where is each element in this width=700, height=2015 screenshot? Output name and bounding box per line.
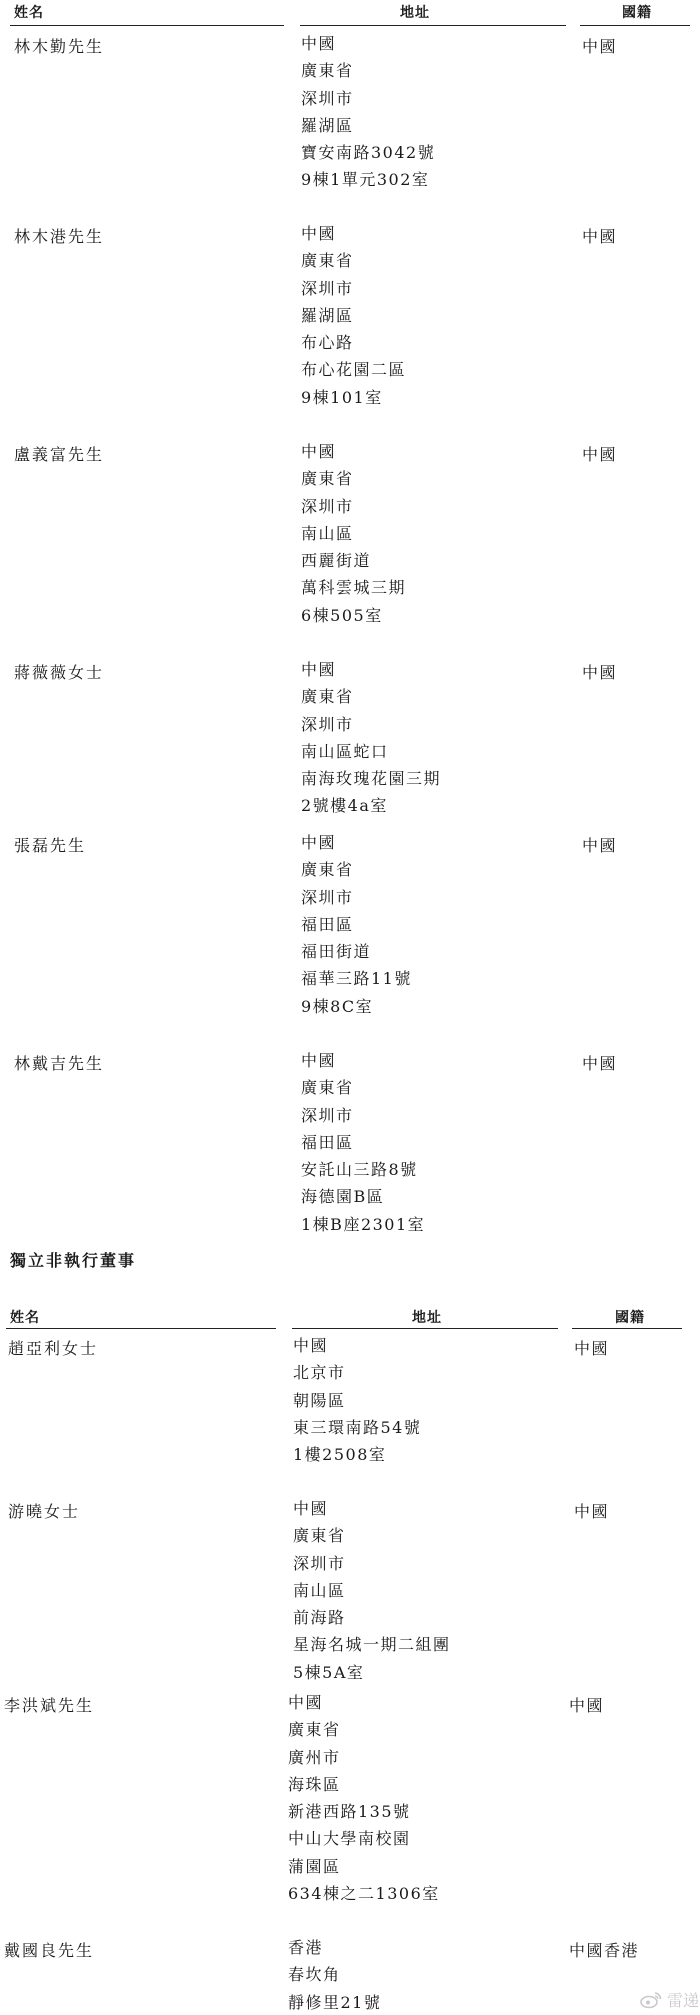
- address-line: 新港西路135號: [288, 1802, 411, 1822]
- address-line: 福田區: [301, 1132, 354, 1152]
- table1-header-nationality: 國籍: [622, 5, 652, 21]
- person-address: [301, 30, 435, 194]
- address-line: 廣東省: [293, 1526, 346, 1546]
- address-line: 蒲園區: [288, 1856, 341, 1876]
- address-line: 南山區蛇口: [301, 741, 389, 761]
- address-line: 南海玫瑰花園三期: [301, 769, 442, 789]
- address-line: 中國: [301, 224, 337, 243]
- address-line: 朝陽區: [293, 1390, 346, 1410]
- table2-header-nationality: 國籍: [615, 1310, 645, 1326]
- person-address: [293, 1495, 451, 1686]
- address-line: 春坎角: [288, 1965, 341, 1985]
- address-line: 東三環南路54號: [293, 1417, 422, 1437]
- address-line: 南山區: [301, 523, 354, 543]
- person-name: 林戴吉先生: [14, 1054, 105, 1073]
- person-name: 林木港先生: [14, 227, 105, 246]
- person-nationality: 中國: [569, 1696, 605, 1715]
- address-line: 中國: [301, 833, 337, 852]
- address-line: 2號樓4a室: [301, 796, 388, 816]
- person-nationality: 中國: [582, 227, 618, 246]
- address-line: 寶安南路3042號: [301, 143, 436, 163]
- person-nationality: 中國: [582, 663, 618, 682]
- address-line: 深圳市: [301, 496, 354, 516]
- address-line: 6棟505室: [301, 605, 383, 625]
- person-address: [301, 1047, 425, 1238]
- table2-header-rule-name: [6, 1328, 276, 1329]
- address-line: 深圳市: [301, 1105, 354, 1125]
- person-nationality: 中國: [574, 1339, 610, 1358]
- table2-header-address: 地址: [412, 1310, 442, 1326]
- address-line: 萬科雲城三期: [301, 578, 407, 598]
- address-line: 1棟B座2301室: [301, 1214, 426, 1234]
- address-line: 南山區: [293, 1580, 346, 1600]
- address-line: 靜修里21號: [288, 1992, 382, 2012]
- address-line: 海德園B區: [301, 1187, 385, 1207]
- address-line: 廣東省: [288, 1720, 341, 1740]
- table1-header-address: 地址: [400, 5, 430, 21]
- address-line: 廣東省: [301, 860, 354, 880]
- person-address: [293, 1332, 421, 1468]
- address-line: 香港: [288, 1938, 324, 1957]
- address-line: 羅湖區: [301, 305, 354, 325]
- address-line: 9棟8C室: [301, 996, 374, 1016]
- section-title-independent-directors: 獨立非執行董事: [10, 1251, 137, 1270]
- person-address: [301, 656, 441, 820]
- address-line: 中國: [293, 1336, 329, 1355]
- person-address: [288, 1934, 381, 2015]
- person-name: 林木勤先生: [14, 37, 105, 56]
- address-line: 廣東省: [301, 469, 354, 489]
- address-line: 前海路: [293, 1608, 346, 1628]
- weibo-icon: [640, 1991, 662, 2009]
- address-line: 海珠區: [288, 1774, 341, 1794]
- person-nationality: 中國: [582, 37, 618, 56]
- table2-header-rule-address: [292, 1328, 558, 1329]
- person-nationality: 中國: [574, 1502, 610, 1521]
- address-line: 中國: [301, 1051, 337, 1070]
- address-line: 5棟5A室: [293, 1662, 365, 1682]
- address-line: 中國: [301, 442, 337, 461]
- person-address: [301, 220, 406, 411]
- address-line: 634棟之二1306室: [288, 1884, 440, 1904]
- address-line: 深圳市: [293, 1553, 346, 1573]
- address-line: 廣東省: [301, 687, 354, 707]
- address-line: 深圳市: [301, 714, 354, 734]
- person-nationality: 中國: [582, 836, 618, 855]
- person-name: 戴國良先生: [4, 1941, 95, 1960]
- person-nationality: 中國: [582, 1054, 618, 1073]
- address-line: 中國: [288, 1693, 324, 1712]
- table1-header-name: 姓名: [14, 5, 44, 21]
- table1-header-rule-address: [300, 25, 566, 26]
- table2-header-rule-nationality: [572, 1328, 682, 1329]
- address-line: 中國: [301, 34, 337, 53]
- address-line: 廣東省: [301, 251, 354, 271]
- address-line: 西麗街道: [301, 551, 372, 571]
- person-nationality: 中國香港: [569, 1941, 640, 1960]
- person-name: 趙亞利女士: [8, 1339, 99, 1358]
- address-line: 羅湖區: [301, 115, 354, 135]
- person-name: 張磊先生: [14, 836, 87, 855]
- address-line: 廣州市: [288, 1747, 341, 1767]
- address-line: 1樓2508室: [293, 1445, 387, 1465]
- address-line: 福田街道: [301, 942, 372, 962]
- address-line: 布心花園二區: [301, 360, 407, 380]
- person-name: 游曉女士: [8, 1502, 81, 1521]
- table1-header-rule-nationality: [580, 25, 690, 26]
- person-nationality: 中國: [582, 445, 618, 464]
- address-line: 9棟1單元302室: [301, 170, 430, 190]
- address-line: 星海名城一期二組團: [293, 1635, 451, 1655]
- address-line: 中國: [293, 1499, 329, 1518]
- address-line: 中國: [301, 660, 337, 679]
- address-line: 廣東省: [301, 61, 354, 81]
- person-address: [301, 438, 406, 629]
- address-line: 北京市: [293, 1363, 346, 1383]
- person-name: 蔣薇薇女士: [14, 663, 105, 682]
- address-line: 深圳市: [301, 278, 354, 298]
- address-line: 深圳市: [301, 88, 354, 108]
- address-line: 安託山三路8號: [301, 1160, 418, 1180]
- address-line: 中山大學南校園: [288, 1829, 411, 1849]
- watermark: [640, 1988, 699, 2011]
- address-line: 布心路: [301, 333, 354, 353]
- address-line: 廣東省: [301, 1078, 354, 1098]
- address-line: 深圳市: [301, 887, 354, 907]
- table2-header-name: 姓名: [10, 1310, 40, 1326]
- watermark-text: 雷递: [667, 1991, 700, 2010]
- address-line: 9棟101室: [301, 387, 383, 407]
- person-name: 李洪斌先生: [4, 1696, 95, 1715]
- table1-header-rule-name: [10, 25, 284, 26]
- address-line: 福華三路11號: [301, 969, 412, 989]
- person-address: [301, 829, 412, 1020]
- person-name: 盧義富先生: [14, 445, 105, 464]
- address-line: 福田區: [301, 914, 354, 934]
- person-address: [288, 1689, 440, 1907]
